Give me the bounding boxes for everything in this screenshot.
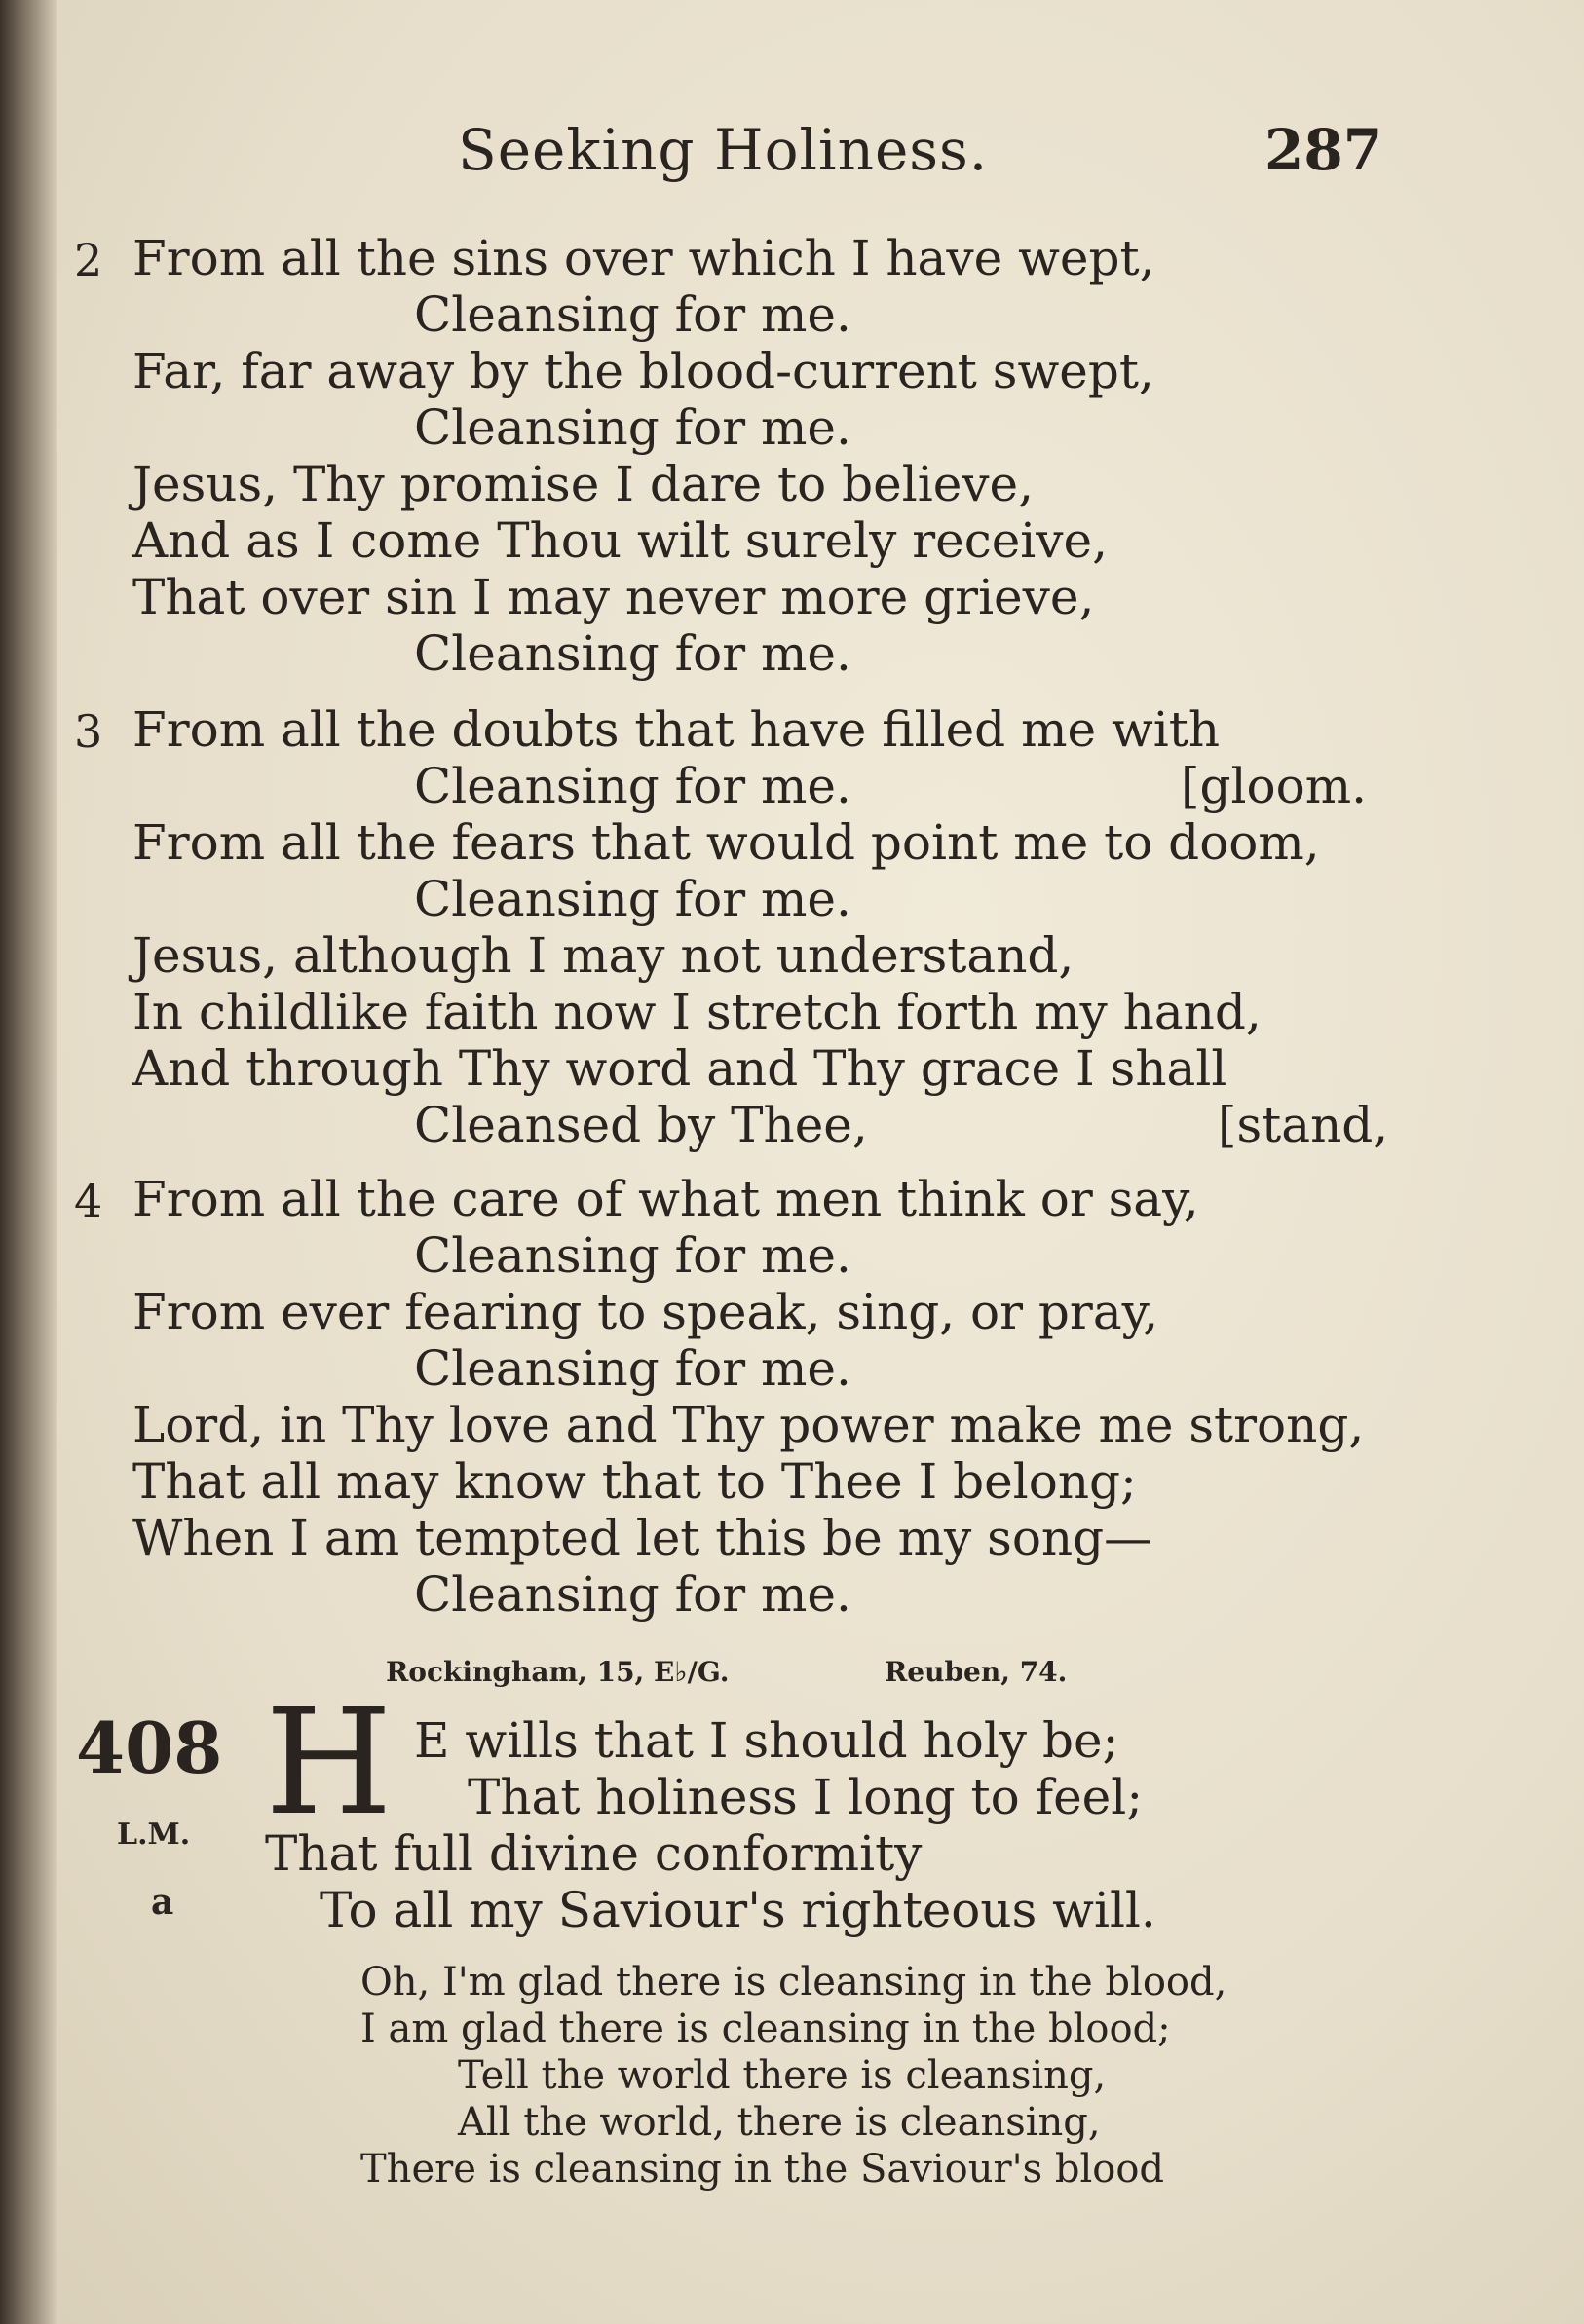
verse-line: From ever fearing to speak, sing, or pray,	[132, 1284, 1159, 1340]
page-title: Seeking Holiness.	[458, 117, 989, 183]
hymn-number: 408	[76, 1706, 223, 1789]
chorus-line: Tell the world there is cleansing,	[458, 2053, 1107, 2098]
hymn-line: That full divine conformity	[265, 1825, 923, 1882]
verse-refrain: Cleansing for me.	[414, 1227, 851, 1284]
verse-line: That over sin I may never more grieve,	[132, 569, 1095, 625]
hymn-line: E wills that I should holy be;	[414, 1712, 1119, 1769]
verse-line: From all the care of what men think or say,	[132, 1171, 1199, 1227]
chorus-line: I am glad there is cleansing in the blood;	[360, 2006, 1171, 2051]
verse-refrain: Cleansing for me.	[414, 1340, 851, 1397]
verse-refrain: Cleansing for me.	[414, 1566, 851, 1623]
tune-author: Reuben, 74.	[885, 1656, 1068, 1688]
hymn-line: To all my Saviour's righteous will.	[320, 1882, 1156, 1938]
drop-cap: H	[265, 1678, 393, 1848]
tune-name: Rockingham, 15, E♭/G.	[386, 1656, 730, 1688]
verse-refrain: Cleansing for me.	[414, 286, 851, 343]
verse-line: Jesus, Thy promise I dare to believe,	[132, 456, 1035, 512]
verse-line: And as I come Thou wilt surely receive,	[132, 512, 1109, 569]
hymn-meter: L.M.	[117, 1818, 191, 1852]
chorus-line: All the world, there is cleansing,	[458, 2100, 1101, 2145]
verse-refrain: Cleansing for me.	[414, 871, 851, 927]
verse-line-continuation: [stand,	[1218, 1097, 1389, 1153]
verse-line: Far, far away by the blood-current swept,	[132, 343, 1154, 399]
verse-number: 4	[74, 1175, 103, 1227]
verse-line: From all the sins over which I have wept,	[132, 230, 1155, 286]
chorus-line: There is cleansing in the Saviour's blood	[360, 2147, 1165, 2192]
verse-refrain: Cleansing for me.	[414, 399, 851, 456]
verse-line-continuation: [gloom.	[1181, 758, 1368, 814]
verse-line: And through Thy word and Thy grace I shall	[132, 1040, 1227, 1097]
page-number: 287	[1264, 117, 1383, 183]
verse-line: From all the fears that would point me to doom,	[132, 814, 1320, 871]
verse-line: In childlike faith now I stretch forth my hand,	[132, 984, 1262, 1040]
verse-number: 3	[74, 705, 103, 758]
verse-number: 2	[74, 234, 103, 286]
hymn-line: That holiness I long to feel;	[468, 1769, 1144, 1825]
verse-line: From all the doubts that have filled me with	[132, 701, 1221, 758]
verse-refrain: Cleansed by Thee,	[414, 1097, 868, 1153]
verse-line: Lord, in Thy love and Thy power make me strong,	[132, 1397, 1365, 1453]
verse-line: That all may know that to Thee I belong;	[132, 1453, 1137, 1510]
verse-line: Jesus, although I may not understand,	[132, 927, 1075, 984]
chorus-line: Oh, I'm glad there is cleansing in the blood,	[360, 1960, 1227, 2005]
book-spine-shadow	[0, 0, 57, 2324]
verse-line: When I am tempted let this be my song—	[132, 1510, 1153, 1566]
hymn-key: a	[151, 1882, 174, 1923]
verse-refrain: Cleansing for me.	[414, 758, 851, 814]
verse-refrain: Cleansing for me.	[414, 625, 851, 682]
